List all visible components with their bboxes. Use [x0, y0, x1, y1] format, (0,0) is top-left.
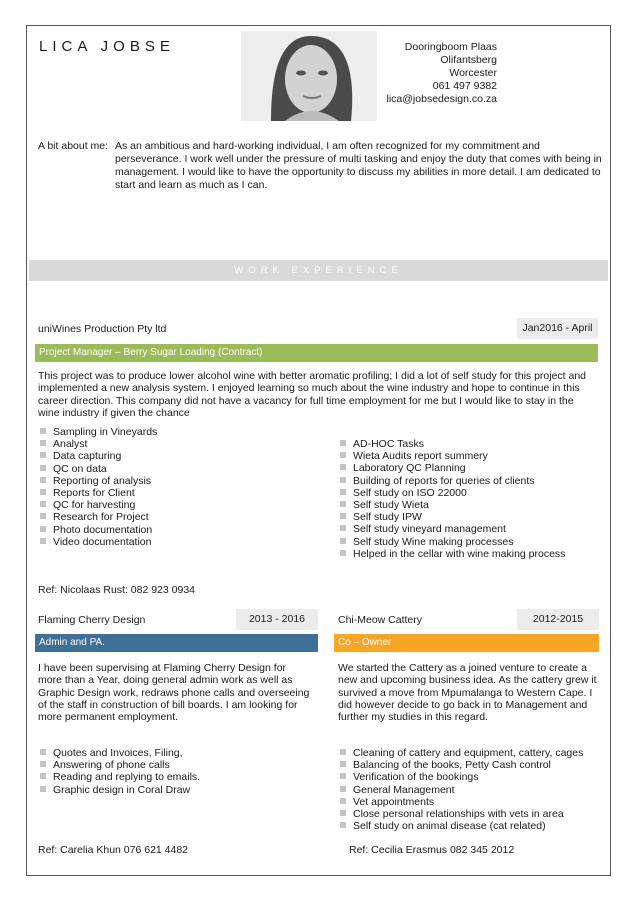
list-item: AD-HOC Tasks	[338, 438, 565, 450]
contact-city: Worcester	[449, 67, 497, 79]
list-item: Self study Wine making processes	[338, 536, 565, 548]
list-item: Self study Wieta	[338, 499, 565, 511]
list-item: Laboratory QC Planning	[338, 462, 565, 474]
list-item: Self study vineyard management	[338, 523, 565, 535]
job3-reference: Ref: Cecilia Erasmus 082 345 2012	[349, 844, 515, 856]
list-item: Building of reports for queries of clients	[338, 475, 565, 487]
job3-duties	[338, 747, 583, 832]
list-item: Vet appointments	[338, 796, 583, 808]
list-item: QC on data	[38, 463, 157, 475]
contact-email[interactable]: lica@jobsedesign.co.za	[386, 93, 497, 105]
job1-dates: Jan2016 - April	[517, 318, 598, 339]
job2-role-bar: Admin and PA.	[35, 634, 318, 652]
job2-reference: Ref: Carelia Khun 076 621 4482	[38, 844, 189, 856]
list-item: QC for harvesting	[38, 499, 157, 511]
job1-company: uniWines Production Pty ltd	[38, 323, 167, 335]
job2-dates: 2013 - 2016	[236, 609, 318, 630]
contact-address-2: Olifantsberg	[440, 54, 497, 66]
list-item: Video documentation	[38, 536, 157, 548]
list-item: Analyst	[38, 438, 157, 450]
job3-company: Chi-Meow Cattery	[338, 614, 423, 626]
job1-duties-right	[338, 438, 565, 560]
job1-duties-left	[38, 426, 157, 548]
list-item: General Management	[338, 784, 583, 796]
job1-role-bar: Project Manager – Berry Sugar Loading (Contract)	[35, 344, 598, 362]
contact-phone: 061 497 9382	[432, 80, 497, 92]
section-header-work-experience: WORK EXPERIENCE	[29, 260, 608, 281]
about-text: As an ambitious and hard-working individual, I am often recognized for my commitment and perseverance. I work well under the pressure of multi tasking and enjoy the duty that comes with being in management. I would like to have the opportunity to discuss my abilities in more detail. I am dedicated to start and learn as much as I can.	[115, 140, 602, 191]
list-item: Close personal relationships with vets in area	[338, 808, 583, 820]
job3-dates: 2012-2015	[517, 609, 599, 630]
job2-description: I have been supervising at Flaming Cherry Design for more than a Year, doing general admin work as well as Graphic Design work, redraws phone calls and overseeing of the staff in construction of bill boards. I am looking for more permanent employment.	[38, 662, 310, 724]
contact-address-1: Dooringboom Plaas	[404, 41, 497, 53]
job1-description: This project was to produce lower alcohol wine with better aromatic profiling; I did a lot of self study for this project and implemented a new analysis system. I enjoyed learning so much about the wine industry and hope to continue in this career direction. This company did not have a vacancy for full time employment for me but I would like to stay in the wine industry if given the chance	[38, 370, 587, 419]
list-item: Answering of phone calls	[38, 759, 200, 771]
list-item: Graphic design in Coral Draw	[38, 784, 200, 796]
list-item: Self study on ISO 22000	[338, 487, 565, 499]
list-item: Reports for Client	[38, 487, 157, 499]
list-item: Balancing of the books, Petty Cash control	[338, 759, 583, 771]
job3-description: We started the Cattery as a joined venture to create a new and upcoming business idea. As the cattery grew it survived a move from Mpumalanga to Western Cape. I did however decide to go back in to Management and further my studies in this regard.	[338, 662, 597, 724]
list-item: Quotes and Invoices, Filing,	[38, 747, 200, 759]
contact-block	[387, 41, 497, 106]
list-item: Helped in the cellar with wine making process	[338, 548, 565, 560]
list-item: Photo documentation	[38, 524, 157, 536]
profile-photo	[241, 31, 377, 121]
list-item: Sampling in Vineyards	[38, 426, 157, 438]
list-item: Cleaning of cattery and equipment, cattery, cages	[338, 747, 583, 759]
resume-name: LICA JOBSE	[39, 38, 175, 55]
job2-company: Flaming Cherry Design	[38, 614, 146, 626]
list-item: Verification of the bookings	[338, 771, 583, 783]
list-item: Reading and replying to emails.	[38, 771, 200, 783]
job2-duties	[38, 747, 200, 796]
about-label: A bit about me:	[38, 140, 109, 152]
list-item: Self study on animal disease (cat related)	[338, 820, 583, 832]
list-item: Reporting of analysis	[38, 475, 157, 487]
job3-role-bar: Co – Owner	[334, 634, 599, 652]
list-item: Wieta Audits report summery	[338, 450, 565, 462]
list-item: Self study IPW	[338, 511, 565, 523]
list-item: Data capturing	[38, 450, 157, 462]
list-item: Research for Project	[38, 511, 157, 523]
job1-reference: Ref: Nicolaas Rust: 082 923 0934	[38, 584, 196, 596]
